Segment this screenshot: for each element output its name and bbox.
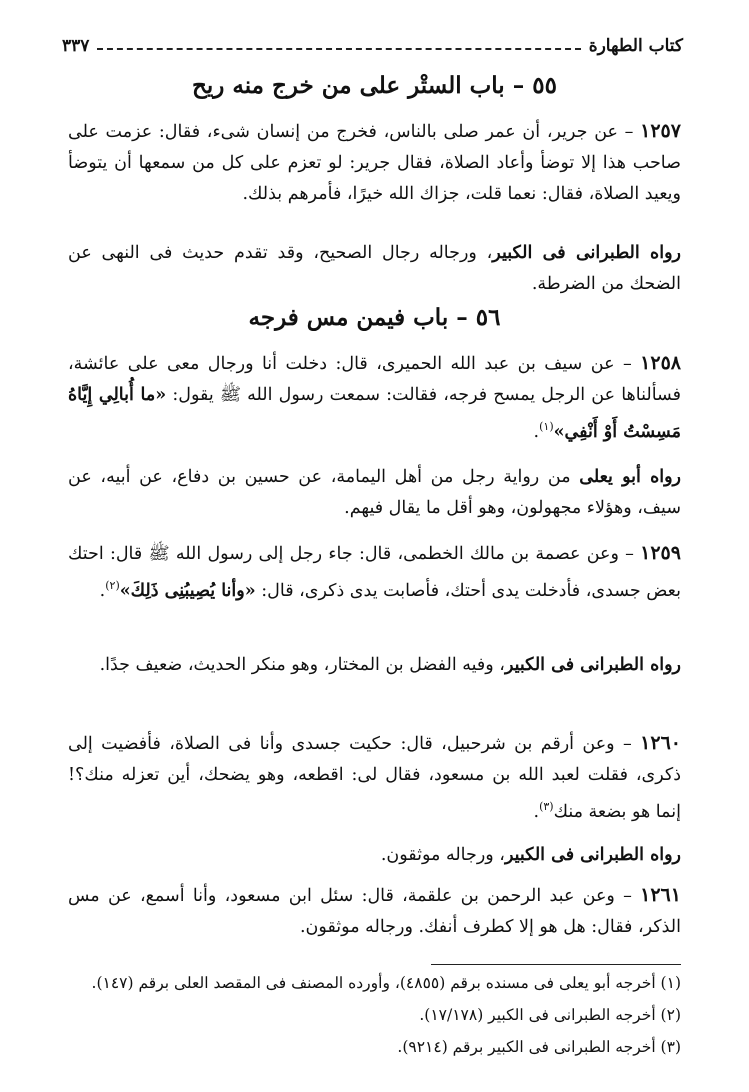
book-title: كتاب الطهارة bbox=[588, 36, 683, 56]
hadith-dash: – bbox=[617, 122, 634, 142]
footnote-2: (٢) أخرجه الطبرانى فى الكبير (١٧/١٧٨). bbox=[419, 1006, 681, 1024]
source-note: ، وفيه الفضل بن المختار، وهو منكر الحديث، ضعيف جدًا. bbox=[99, 655, 505, 675]
running-header bbox=[62, 32, 683, 60]
hadith-1258-source bbox=[68, 462, 681, 524]
footnote-1: (١) أخرجه أبو يعلى فى مسنده برقم (٤٨٥٥)، وأورده المصنف فى المقصد العلى برقم (١٤٧). bbox=[91, 974, 681, 992]
section-title: باب فيمن مس فرجه bbox=[248, 304, 449, 331]
hadith-number: ١٢٥٧ bbox=[640, 120, 681, 142]
section-dash: – bbox=[448, 304, 468, 331]
footnote-ref: (٣) bbox=[539, 800, 554, 813]
hadith-dash: – bbox=[614, 886, 632, 906]
hadith-dash: – bbox=[614, 354, 632, 374]
hadith-1259-source bbox=[68, 650, 681, 681]
hadith-1257-source bbox=[68, 238, 681, 300]
footnote-ref: (٢) bbox=[105, 579, 120, 592]
hadith-number: ١٢٦١ bbox=[640, 884, 681, 906]
hadith-text: وعن عبد الرحمن بن علقمة، قال: سئل ابن مسعود، وأنا أسمع، عن مس الذكر، فقال: هل هو إلا كطرف أنفك. ورجاله موثقون. bbox=[68, 886, 681, 937]
hadith-dash: – bbox=[618, 544, 634, 564]
section-heading-55 bbox=[66, 72, 683, 99]
source-name: رواه الطبرانى فى الكبير bbox=[504, 655, 681, 675]
section-number: ٥٥ bbox=[532, 72, 557, 99]
section-heading-56 bbox=[66, 304, 683, 331]
hadith-1261 bbox=[68, 880, 681, 943]
header-divider bbox=[97, 48, 580, 50]
hadith-quote: «وأنا يُصِيبُنِى ذَلِكَ» bbox=[119, 580, 256, 601]
page-number: ٣٣٧ bbox=[62, 36, 90, 56]
section-title: باب الستْر على من خرج منه ريح bbox=[192, 72, 505, 99]
section-dash: – bbox=[504, 72, 525, 99]
hadith-number: ١٢٦٠ bbox=[640, 732, 681, 754]
source-name: رواه أبو يعلى bbox=[579, 467, 681, 487]
hadith-quote: «ما أُبالِي إِيَّاهُ مَسِسْتُ أَوْ أَنْفِي» bbox=[68, 385, 681, 442]
hadith-1258: ١٢٥٨ – عن سيف بن عبد الله الحميرى، قال: دخلت أنا ورجال معى على عائشة، فسألناها عن الرجل يمسح فرجه، فقالت: سمعت رسول الله ﷺ يقول: «ما أُبالِي إِيَّاهُ مَسِسْتُ أَوْ أَنْفِي»$^{(١)}$. bbox=[68, 352, 682, 442]
hadith-1257 bbox=[68, 116, 681, 210]
hadith-text: عن سيف بن عبد الله الحميرى، قال: دخلت أنا ورجال معى على عائشة، فسألناها عن الرجل يمسح فرجه، فقالت: سمعت رسول الله ﷺ يقول: bbox=[68, 354, 682, 405]
hadith-1260-source bbox=[68, 840, 681, 871]
hadith-dash: – bbox=[614, 734, 632, 754]
hadith-number: ١٢٥٨ bbox=[640, 352, 681, 374]
source-note: ، ورجاله موثقون. bbox=[380, 845, 505, 865]
footnote-ref: (١) bbox=[539, 420, 554, 433]
section-number: ٥٦ bbox=[475, 304, 501, 331]
footnote-separator bbox=[431, 964, 681, 965]
source-note: من رواية رجل من أهل اليمامة، عن حسين بن دفاع، عن أبيه، عن سيف، وهؤلاء مجهولون، وهو أقل ما يقال فيهم. bbox=[68, 467, 681, 518]
hadith-number: ١٢٥٩ bbox=[640, 542, 681, 564]
hadith-1259: ١٢٥٩ – وعن عصمة بن مالك الخطمى، قال: جاء رجل إلى رسول الله ﷺ قال: احتك بعض جسدى، فأدخلت يدى أحتك، فأصابت يدى ذكرى، قال: «وأنا يُصِيبُنِى ذَلِكَ»$^{(٢)}$. bbox=[68, 542, 681, 601]
source-name: رواه الطبرانى فى الكبير bbox=[504, 845, 681, 865]
hadith-text: عن جرير، أن عمر صلى بالناس، فخرج من إنسان شىء، فقال: عزمت على صاحب هذا إلا توضأ وأعاد الصلاة، فقال جرير: لو تعزم على كل من سمعها أن يتوضأ ويعيد الصلاة، فقال: نعما قلت، جزاك الله خيرًا، فأمرهم بذلك. bbox=[68, 122, 681, 204]
hadith-1260: ١٢٦٠ – وعن أرقم بن شرحبيل، قال: حكيت جسدى وأنا فى الصلاة، فأفضيت إلى ذكرى، فقلت لعبد الله بن مسعود، فقال لى: اقطعه، وهو يضحك، أين تعزله منك؟! إنما هو بضعة منك$^{(٣)}$. bbox=[68, 732, 681, 822]
hadith-text: وعن عصمة بن مالك الخطمى، قال: جاء رجل إلى رسول الله ﷺ قال: احتك بعض جسدى، فأدخلت يدى أحتك، فأصابت يدى ذكرى، قال: bbox=[68, 544, 681, 601]
footnote-3: (٣) أخرجه الطبرانى فى الكبير برقم (٩٢١٤). bbox=[397, 1038, 681, 1056]
source-note: ، ورجاله رجال الصحيح، وقد تقدم حديث فى النهى عن الضحك من الضرطة. bbox=[68, 243, 681, 294]
hadith-text: وعن أرقم بن شرحبيل، قال: حكيت جسدى وأنا فى الصلاة، فأفضيت إلى ذكرى، فقلت لعبد الله بن مسعود، فقال لى: اقطعه، وهو يضحك، أين تعزله منك؟! إنما هو بضعة منك bbox=[68, 734, 681, 822]
source-name: رواه الطبرانى فى الكبير bbox=[492, 243, 681, 263]
